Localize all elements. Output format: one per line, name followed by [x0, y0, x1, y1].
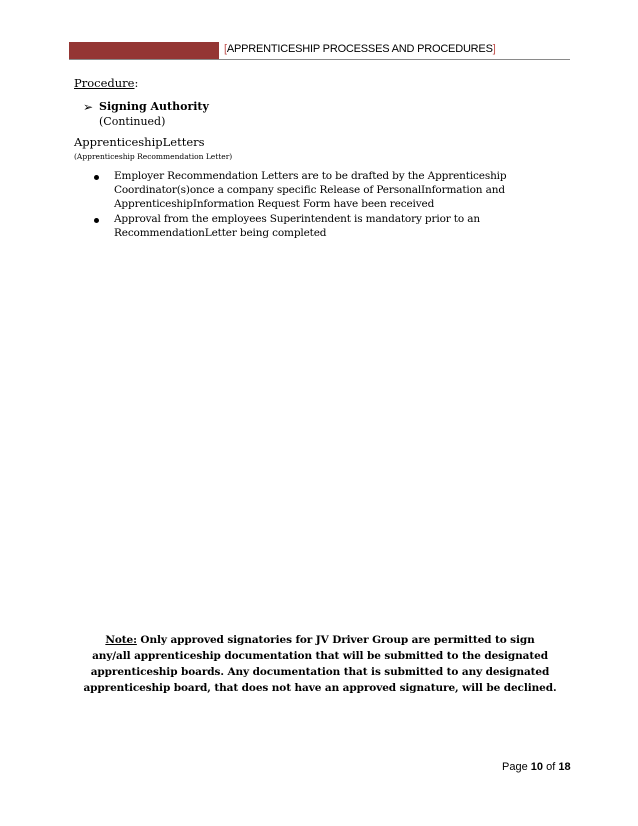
page-number [502, 761, 571, 773]
bullet-1-line-3: ApprenticeshipInformation Request Form have been received [114, 198, 435, 210]
section-subtitle: (Continued) [99, 115, 166, 128]
note-line-1 [60, 632, 580, 648]
header-bracket-open: [ [224, 43, 227, 55]
bullet-dot-icon [94, 175, 99, 180]
arrow-bullet-icon: ➢ [83, 100, 94, 114]
running-header [224, 42, 496, 56]
header-bracket-close: ] [492, 43, 496, 55]
note-label: Note: [105, 634, 137, 646]
procedure-label: Procedure [74, 76, 135, 90]
bullet-2-line-1: Approval from the employees Superintendent is mandatory prior to an [114, 213, 480, 225]
bullet-dot-icon [94, 218, 99, 223]
signatory-note [60, 632, 580, 696]
page-total: 18 [558, 761, 571, 773]
of-word: of [546, 761, 556, 773]
page-word: Page [502, 761, 528, 773]
section-title: Signing Authority [99, 100, 209, 113]
note-line-1-text: Only approved signatories for JV Driver Group are permitted to sign [136, 634, 535, 646]
header-accent-bar [69, 42, 219, 60]
letters-subheading: (Apprenticeship Recommendation Letter) [74, 152, 233, 161]
header-rule [69, 59, 570, 60]
letters-heading: ApprenticeshipLetters [74, 135, 205, 149]
header-title-text: APPRENTICESHIP PROCESSES AND PROCEDURES [226, 43, 493, 55]
bullet-1-line-2: Coordinator(s)once a company specific Release of PersonalInformation and [114, 184, 505, 196]
bullet-1-line-1: Employer Recommendation Letters are to be drafted by the Apprenticeship [114, 170, 507, 182]
procedure-heading [74, 76, 138, 90]
note-line-3: apprenticeship boards. Any documentation that is submitted to any designated [90, 666, 550, 678]
note-line-2: any/all apprenticeship documentation that will be submitted to the designated [92, 650, 548, 662]
note-line-4: apprenticeship board, that does not have an approved signature, will be declined. [83, 682, 557, 694]
page-current: 10 [530, 761, 544, 773]
bullet-2-line-2: RecommendationLetter being completed [114, 227, 327, 239]
procedure-colon: : [134, 76, 139, 90]
